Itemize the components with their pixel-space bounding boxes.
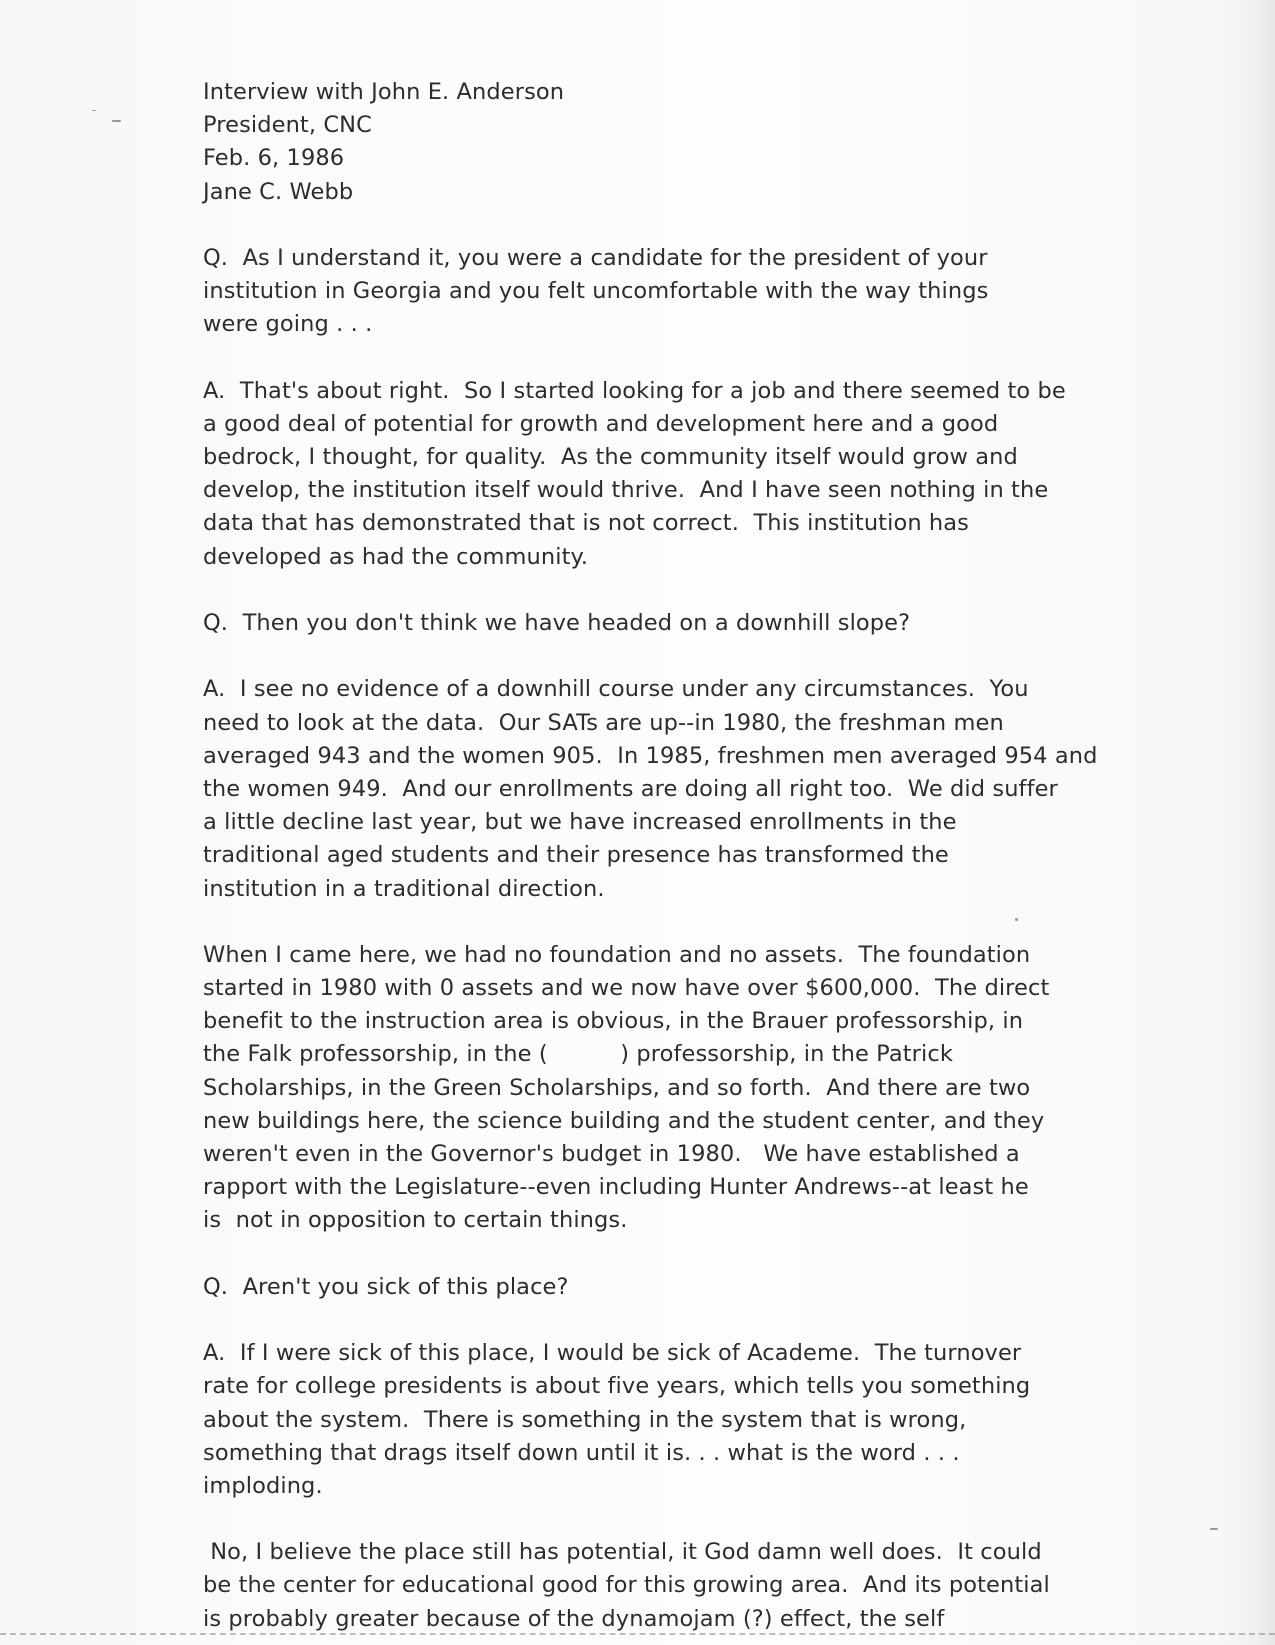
paragraph-answer bbox=[203, 673, 1103, 905]
paragraph-question bbox=[203, 607, 1103, 640]
text-line: A. If I were sick of this place, I would be sick of Academe. The turnover bbox=[203, 1340, 1022, 1367]
text-line: Q. As I understand it, you were a candidate for the president of your bbox=[203, 244, 988, 271]
text-line: about the system. There is something in the system that is wrong, bbox=[203, 1406, 967, 1433]
page-edge-shadow bbox=[1215, 0, 1275, 1645]
text-line: When I came here, we had no foundation and no assets. The foundation bbox=[203, 941, 1031, 968]
text-line: the Falk professorship, in the ( ) professorship, in the Patrick bbox=[203, 1041, 953, 1068]
paragraph-answer-continued bbox=[203, 939, 1103, 1238]
text-line: something that drags itself down until it is. . . what is the word . . . bbox=[203, 1439, 960, 1466]
paper-speck bbox=[112, 120, 121, 122]
text-line: started in 1980 with 0 assets and we now have over $600,000. The direct bbox=[203, 975, 1050, 1002]
text-line: institution in Georgia and you felt uncomfortable with the way things bbox=[203, 278, 989, 305]
text-line: the women 949. And our enrollments are doing all right too. We did suffer bbox=[203, 775, 1058, 802]
text-line: institution in a traditional direction. bbox=[203, 875, 605, 902]
paragraph-question bbox=[203, 1271, 1103, 1304]
text-line: traditional aged students and their presence has transformed the bbox=[203, 842, 949, 869]
text-line: a little decline last year, but we have increased enrollments in the bbox=[203, 809, 957, 836]
text-line: Q. Aren't you sick of this place? bbox=[203, 1273, 569, 1300]
text-line: data that has demonstrated that is not correct. This institution has bbox=[203, 510, 969, 537]
text-line: Q. Then you don't think we have headed on a downhill slope? bbox=[203, 610, 911, 636]
text-line: Scholarships, in the Green Scholarships, and so forth. And there are two bbox=[203, 1074, 1031, 1101]
text-line: need to look at the data. Our SATs are up--in 1980, the freshman men bbox=[203, 709, 1004, 736]
text-line: be the center for educational good for this growing area. And its potential bbox=[203, 1572, 1050, 1599]
interview-transcript bbox=[203, 76, 1103, 1636]
text-line: is probably greater because of the dynamojam (?) effect, the self bbox=[203, 1605, 945, 1632]
text-line: new buildings here, the science building and the student center, and they bbox=[203, 1107, 1045, 1134]
header-line: President, CNC bbox=[203, 112, 372, 139]
text-line: rapport with the Legislature--even including Hunter Andrews--at least he bbox=[203, 1174, 1029, 1201]
paragraph-answer bbox=[203, 375, 1103, 574]
paper-speck bbox=[92, 110, 96, 111]
text-line: imploding. bbox=[203, 1472, 323, 1499]
header-line: Interview with John E. Anderson bbox=[203, 79, 565, 105]
text-line: A. I see no evidence of a downhill course under any circumstances. You bbox=[203, 676, 1029, 703]
text-line: rate for college presidents is about five years, which tells you something bbox=[203, 1373, 1031, 1400]
text-line: bedrock, I thought, for quality. As the community itself would grow and bbox=[203, 444, 1018, 471]
paragraph-answer bbox=[203, 1337, 1103, 1503]
header-line: Jane C. Webb bbox=[203, 178, 354, 205]
paragraph-question bbox=[203, 242, 1103, 342]
text-line: a good deal of potential for growth and development here and a good bbox=[203, 410, 999, 437]
paragraph-answer-continued bbox=[203, 1536, 1103, 1636]
text-line: A. That's about right. So I started looking for a job and there seemed to be bbox=[203, 377, 1066, 404]
text-line: No, I believe the place still has potential, it God damn well does. It could bbox=[203, 1539, 1042, 1566]
text-line: developed as had the community. bbox=[203, 543, 589, 570]
text-line: averaged 943 and the women 905. In 1985, freshmen men averaged 954 and bbox=[203, 742, 1098, 769]
text-line: develop, the institution itself would thrive. And I have seen nothing in the bbox=[203, 477, 1049, 504]
text-line: is not in opposition to certain things. bbox=[203, 1207, 628, 1234]
text-line: benefit to the instruction area is obvious, in the Brauer professorship, in bbox=[203, 1008, 1024, 1035]
document-header bbox=[203, 76, 1103, 209]
text-line: weren't even in the Governor's budget in 1980. We have established a bbox=[203, 1141, 1020, 1167]
text-line: were going . . . bbox=[203, 311, 373, 338]
paper-speck bbox=[1210, 1528, 1218, 1530]
header-line: Feb. 6, 1986 bbox=[203, 145, 345, 172]
